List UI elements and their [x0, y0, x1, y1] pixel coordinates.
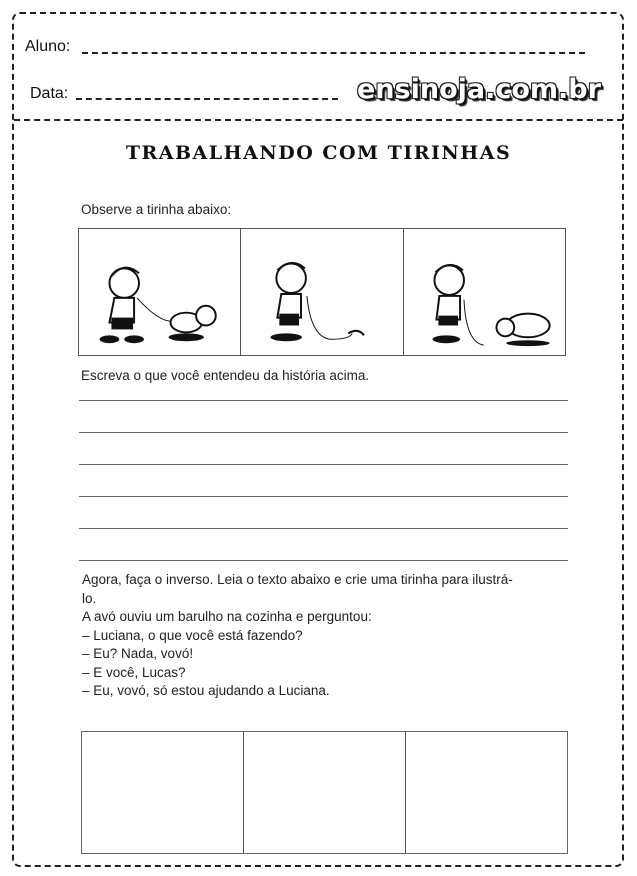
- answer-line[interactable]: [79, 464, 568, 465]
- story-line: – Eu? Nada, vovó!: [82, 646, 194, 661]
- story-line: – Luciana, o que você está fazendo?: [82, 627, 303, 643]
- blank-panel-2[interactable]: [244, 732, 406, 853]
- page-title: TRABALHANDO COM TIRINHAS: [125, 142, 512, 164]
- write-question: Escreva o que você entendeu da história acima.: [81, 368, 370, 383]
- comic-panel-2: [241, 229, 403, 355]
- student-label: Aluno:: [25, 38, 71, 55]
- date-label: Data:: [30, 85, 69, 102]
- boy-surprised-illustration: [241, 229, 402, 355]
- story-line: A avó ouviu um barulho na cozinha e perguntou:: [82, 609, 372, 624]
- answer-line[interactable]: [79, 528, 568, 529]
- site-logo: ensinoja.com.br: [357, 74, 601, 105]
- date-field[interactable]: [76, 98, 338, 100]
- answer-line[interactable]: [79, 496, 568, 497]
- story-line: – E você, Lucas?: [82, 664, 186, 680]
- boy-phone-dog-illustration: [79, 229, 240, 355]
- inverse-instruction-line-2: lo.: [82, 590, 97, 606]
- observe-instruction: Observe a tirinha abaixo:: [81, 202, 232, 217]
- answer-line[interactable]: [79, 400, 568, 401]
- inverse-instruction-line-1: Agora, faça o inverso. Leia o texto abaixo e crie uma tirinha para ilustrá-: [82, 572, 513, 587]
- blank-panel-3[interactable]: [406, 732, 567, 853]
- answer-line[interactable]: [79, 432, 568, 433]
- answer-line[interactable]: [79, 560, 568, 561]
- story-line: – Eu, vovó, só estou ajudando a Luciana.: [82, 683, 330, 698]
- student-name-field[interactable]: [82, 52, 585, 54]
- comic-panel-1: [79, 229, 241, 355]
- boy-angry-dog-illustration: [404, 229, 565, 355]
- header-divider: [14, 119, 623, 121]
- story-passage: [82, 571, 582, 701]
- comic-strip: [78, 228, 566, 356]
- comic-panel-3: [404, 229, 565, 355]
- blank-comic-strip: [81, 731, 568, 854]
- blank-panel-1[interactable]: [82, 732, 244, 853]
